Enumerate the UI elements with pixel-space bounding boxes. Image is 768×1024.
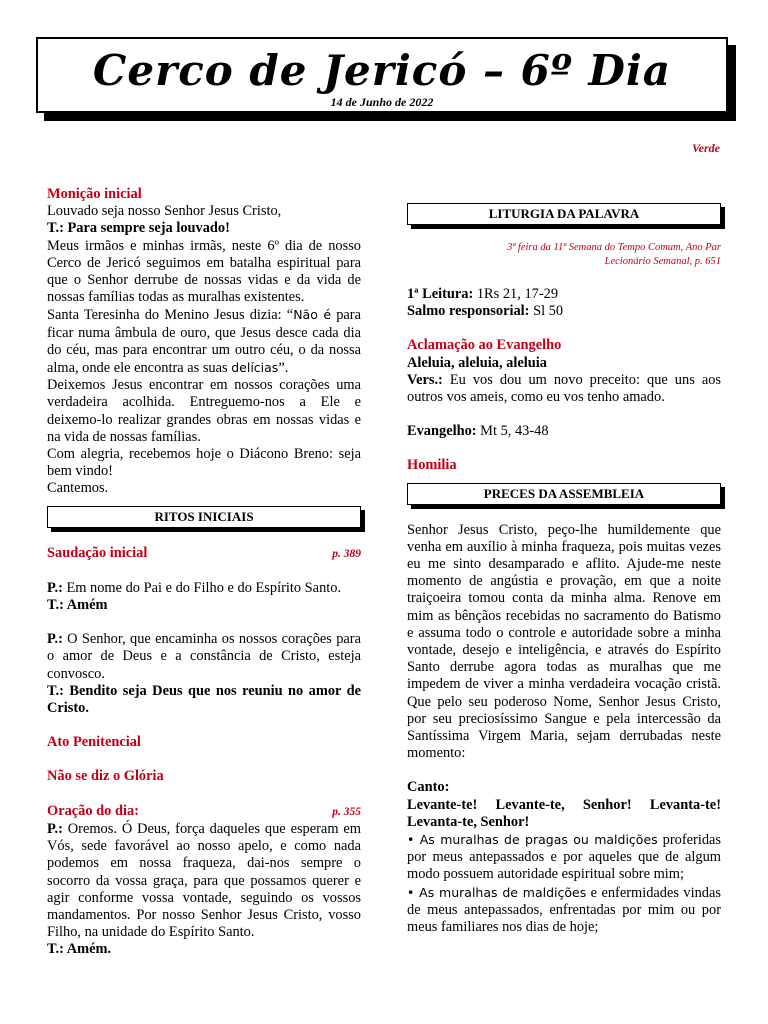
- salmo-label: Salmo responsorial:: [407, 303, 530, 320]
- evangelho: [407, 423, 721, 440]
- monicao-paragraph-2: [47, 306, 361, 377]
- ato-penitencial-heading: Ato Penitencial: [47, 734, 141, 751]
- bullet-1-text: proferidas por meus antepassados e por aqueles que de algum modo possuem autoridade espiritual sobre mim;: [407, 832, 721, 883]
- bullet-2-lead: • As muralhas de maldições: [407, 884, 587, 900]
- monicao-line: Louvado seja nosso Senhor Jesus Cristo,: [47, 203, 282, 220]
- page-title: Cerco de Jericó – 6º Dia: [92, 46, 672, 95]
- leitura-ref: 1Rs 21, 17-29: [473, 286, 559, 302]
- leitura-label: 1ª Leitura:: [407, 286, 474, 302]
- salmo-ref: Sl 50: [529, 303, 564, 320]
- monicao-p2-a: Santa Teresinha do Menino Jesus dizia: “: [47, 307, 294, 324]
- oracao-response: T.: Amém.: [47, 941, 112, 958]
- monicao-p2-c: ”.: [278, 360, 289, 377]
- bullet-2-text: e enfermidades vindas de meus antepassados, enfrentadas por mim ou por meus familiares nos dias de hoje;: [407, 884, 721, 936]
- preces-text: Senhor Jesus Cristo, peço-lhe humildemente que venha em auxílio à minha fraqueza, pois muitas vezes eu me sinto desamparado e aflito. Ajude-me neste momento de angústia e provação, em que a noite traiçoeira tomou conta da minha alma. Renove em mim as bênçãos recebidas no sacramento do Batismo e assuma todo o controle e autoridade sobre a minha vontade, desejo e inteligência, e através do Espírito Santo derrube agora todas as muralhas que me impedem de viver a minha verdadeira vocação cristã. Que pelo seu poderoso Nome, Senhor Jesus Cristo, por seu preciosíssimo Sangue e pela intercessão da Santíssima Virgem Maria, sejam derrubadas neste momento:: [407, 521, 721, 762]
- section-liturgia-da-palavra: LITURGIA DA PALAVRA: [407, 203, 721, 225]
- monicao-paragraph-5: Cantemos.: [47, 480, 109, 497]
- aclamacao-text: Aleluia, aleluia, aleluia: [407, 354, 547, 371]
- primeira-leitura: [407, 286, 721, 303]
- left-column: [47, 186, 361, 959]
- liturgia-info-2: Lecionário Semanal, p. 651: [604, 256, 721, 267]
- monicao-p2-b: para ficar numa âmbula de ouro, que Jesus desce cada dia do céu, mas para encontrar um outro céu, o da nossa alma, onde ele encontra as suas: [47, 307, 361, 377]
- monicao-response: T.: Para sempre seja louvado!: [47, 220, 230, 237]
- monicao-paragraph-4: Com alegria, recebemos hoje o Diácono Breno: seja bem vindo!: [47, 446, 361, 480]
- saudacao-response: T.: Amém: [47, 597, 108, 614]
- page-date: 14 de Junho de 2022: [330, 95, 434, 109]
- senhor-response: T.: Bendito seja Deus que nos reuniu no amor de Cristo.: [47, 682, 361, 717]
- vers-text: Eu vos dou um novo preceito: que uns aos outros vos ameis, como eu vos tenho amado.: [407, 371, 721, 406]
- homilia-heading: Homilia: [407, 457, 457, 474]
- section-preces-da-assembleia: PRECES DA ASSEMBLEIA: [407, 483, 721, 505]
- oracao-priest-text: Oremos. Ó Deus, força daqueles que esperam em Vós, sede favorável ao nosso apelo, e como nada podemos em nossa fraqueza, dai-nos sempre o socorro da vossa graça, para que possamos querer e agir conforme vossa vontade, seguindo os vossos mandamentos. Por nosso Senhor Jesus Cristo, vosso Filho, na unidade do Espírito Santo.: [47, 820, 361, 941]
- gloria-note: Não se diz o Glória: [47, 768, 164, 785]
- salmo-responsorial: [407, 303, 721, 320]
- priest-label: P.:: [47, 820, 63, 837]
- oracao-page-ref: p. 355: [332, 805, 361, 818]
- versiculo: [407, 372, 721, 406]
- priest-label: P.:: [47, 631, 63, 648]
- right-column: [407, 203, 721, 936]
- liturgia-info-1: 3ª feira da 11ª Semana do Tempo Comum, Ano Par: [507, 242, 721, 253]
- priest-label: P.:: [47, 579, 63, 596]
- liturgical-color: Verde: [692, 141, 720, 155]
- oracao-priest: [47, 821, 361, 941]
- oracao-heading: Oração do dia:: [47, 802, 139, 819]
- monicao-quote-1: Não é: [293, 307, 332, 323]
- bullet-1-lead: • As muralhas de pragas ou maldições: [407, 832, 658, 848]
- monicao-heading: Monição inicial: [47, 186, 142, 202]
- senhor-priest: [47, 631, 361, 683]
- senhor-priest-text: O Senhor, que encaminha os nossos corações para o amor de Deus e a constância de Cristo, esteja convosco.: [47, 631, 361, 682]
- evangelho-ref: Mt 5, 43-48: [476, 423, 549, 440]
- canto-text: Levante-te! Levante-te, Senhor! Levanta-te! Levanta-te, Senhor!: [407, 796, 721, 830]
- saudacao-priest: [47, 580, 361, 597]
- bullet-item: [407, 831, 721, 884]
- section-ritos-iniciais: RITOS INICIAIS: [47, 506, 361, 528]
- monicao-paragraph-1: Meus irmãos e minhas irmãs, neste 6º dia de nosso Cerco de Jericó seguimos em batalha espiritual para que o Senhor derrube de nossas vidas e da vida de nossas famílias todas as muralhas existentes.: [47, 237, 361, 306]
- vers-label: Vers.:: [407, 371, 443, 388]
- monicao-paragraph-3: Deixemos Jesus encontrar em nossos corações uma verdadeira acolhida. Entreguemo-nos a Ele e deixemo-lo realizar grandes obras em nossas vidas e na vida de nossas famílias.: [47, 377, 361, 445]
- saudacao-page-ref: p. 389: [332, 547, 361, 560]
- canto-label: Canto:: [407, 779, 450, 796]
- saudacao-priest-text: Em nome do Pai e do Filho e do Espírito Santo.: [62, 579, 342, 596]
- oracao-row: [47, 803, 361, 821]
- evangelho-label: Evangelho:: [407, 423, 477, 440]
- bullet-item: [407, 884, 721, 937]
- header-box: [36, 37, 728, 113]
- saudacao-heading: Saudação inicial: [47, 544, 148, 561]
- saudacao-row: [47, 545, 361, 563]
- monicao-quote-2: delícias: [231, 360, 279, 376]
- aclamacao-heading: Aclamação ao Evangelho: [407, 337, 562, 354]
